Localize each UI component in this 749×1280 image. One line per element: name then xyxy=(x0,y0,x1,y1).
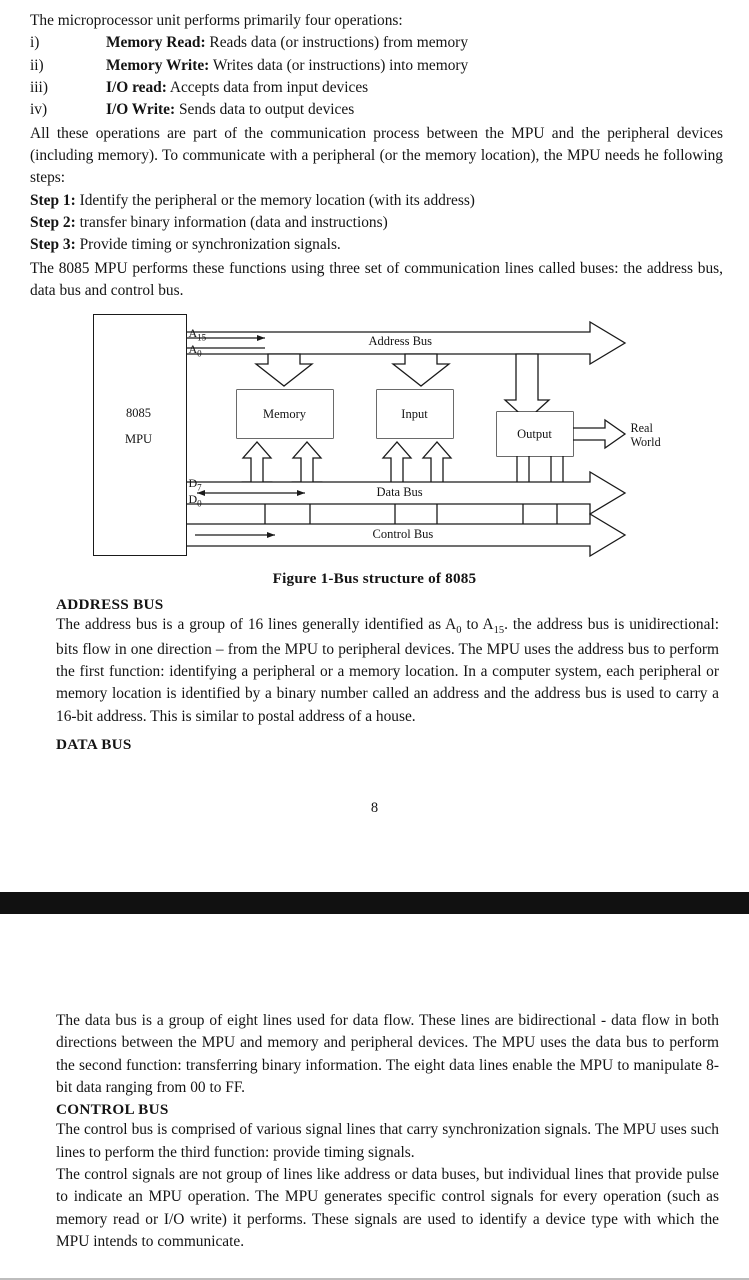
step-label: Step 2: xyxy=(30,213,76,231)
control-bus-label: Control Bus xyxy=(369,527,438,542)
bus-structure-diagram xyxy=(65,312,665,560)
real-world-line1: Real xyxy=(630,421,653,436)
step-text: transfer binary information (data and instructions) xyxy=(75,213,388,231)
operation-number: i) xyxy=(30,34,40,52)
operation-number: ii) xyxy=(30,56,44,74)
step-label: Step 1: xyxy=(30,191,76,209)
data-bus-body: The data bus is a group of eight lines used for data flow. These lines are bidirectional - data flow in both directions between the MPU and memory and peripheral devices. The MPU uses the data bus to perform the second function: transferring binary information. The eight data lines enable the MPU to manipulate 8- bit data ranging from 00 to FF. xyxy=(56,1011,719,1096)
operation-desc: Writes data (or instructions) into memory xyxy=(209,56,469,74)
step-text: Provide timing or synchronization signals. xyxy=(75,236,341,254)
mpu-label-mpu: MPU xyxy=(124,432,153,447)
address-bus-section xyxy=(0,596,749,754)
mpu-label-8085: 8085 xyxy=(126,406,151,421)
step-label: Step 3: xyxy=(30,236,76,254)
operation-number: iv) xyxy=(30,101,48,119)
operation-desc: Sends data to output devices xyxy=(175,101,355,119)
address-bus-heading: ADDRESS BUS xyxy=(56,596,164,614)
intro-line: The microprocessor unit performs primarily four operations: xyxy=(30,12,403,29)
closing-paragraph: The 8085 MPU performs these functions using three set of communication lines called buses: the address bus, data bus and control bus. xyxy=(30,259,723,299)
operation-term: Memory Read: xyxy=(106,34,206,52)
step-item xyxy=(30,212,723,234)
step-text: Identify the peripheral or the memory location (with its address) xyxy=(75,191,475,209)
signal-label-d0: $D_0$ xyxy=(188,492,202,509)
control-bus-heading: CONTROL BUS xyxy=(56,1101,169,1119)
memory-block-label: Memory xyxy=(237,390,333,438)
operation-item xyxy=(30,32,723,54)
page-bottom-content xyxy=(0,914,749,1253)
step-item xyxy=(30,234,723,256)
signal-label-a15: $A_{15}$ xyxy=(188,326,207,343)
page-top-content xyxy=(0,0,749,302)
data-bus-label: Data Bus xyxy=(373,485,427,500)
figure-caption: Figure 1-Bus structure of 8085 xyxy=(272,570,477,588)
page-separator-bar xyxy=(0,892,749,914)
operation-term: I/O read: xyxy=(106,78,167,96)
operation-term: I/O Write: xyxy=(106,101,176,119)
operation-number: iii) xyxy=(30,78,48,96)
operation-term: Memory Write: xyxy=(106,56,210,74)
data-bus-heading: DATA BUS xyxy=(56,735,132,753)
operation-item xyxy=(30,77,723,99)
real-world-line2: World xyxy=(630,435,661,450)
operation-item xyxy=(30,99,723,121)
operations-list xyxy=(30,32,723,121)
communication-paragraph: All these operations are part of the communication process between the MPU and the peripheral devices (including memory). To communicate with a peripheral (or the memory location), the MPU needs he following steps: xyxy=(30,124,723,187)
operation-desc: Reads data (or instructions) from memory xyxy=(205,34,469,52)
control-bus-body-1: The control bus is comprised of various signal lines that carry synchronization signals. The MPU uses such lines to perform the third function: provide timing signals. xyxy=(56,1121,719,1161)
signal-label-d7: $D_7$ xyxy=(188,476,202,493)
page-number: 8 xyxy=(370,799,379,816)
operation-desc: Accepts data from input devices xyxy=(166,78,369,96)
control-bus-body-2: The control signals are not group of lines like address or data buses, but individual lines that provide pulse to indicate an MPU operation. The MPU generates specific control signals for every operation (such as memory read or I/O write) it performs. These signals are used to identify a device type with which the MPU intends to communicate. xyxy=(56,1165,719,1250)
step-item xyxy=(30,190,723,212)
output-block-label: Output xyxy=(497,412,573,456)
real-world-label xyxy=(631,421,661,449)
address-bus-label: Address Bus xyxy=(365,334,437,349)
signal-label-a0: $A_0$ xyxy=(188,342,202,359)
input-block-label: Input xyxy=(377,390,453,438)
address-bus-body: The address bus is a group of 16 lines generally identified as $A_0$ to $A_{15}$. the address bus is unidirectional: bits flow in one direction – from the MPU to peripheral devices. The MPU uses the address bus to perform the first function: identifying a peripheral or a memory location. In a computer system, each peripheral or memory location is identified by a binary number called an address and the address bus is used to carry a 16-bit address. This is similar to postal address of a house. xyxy=(56,616,719,725)
operation-item xyxy=(30,55,723,77)
figure-region xyxy=(0,312,749,564)
